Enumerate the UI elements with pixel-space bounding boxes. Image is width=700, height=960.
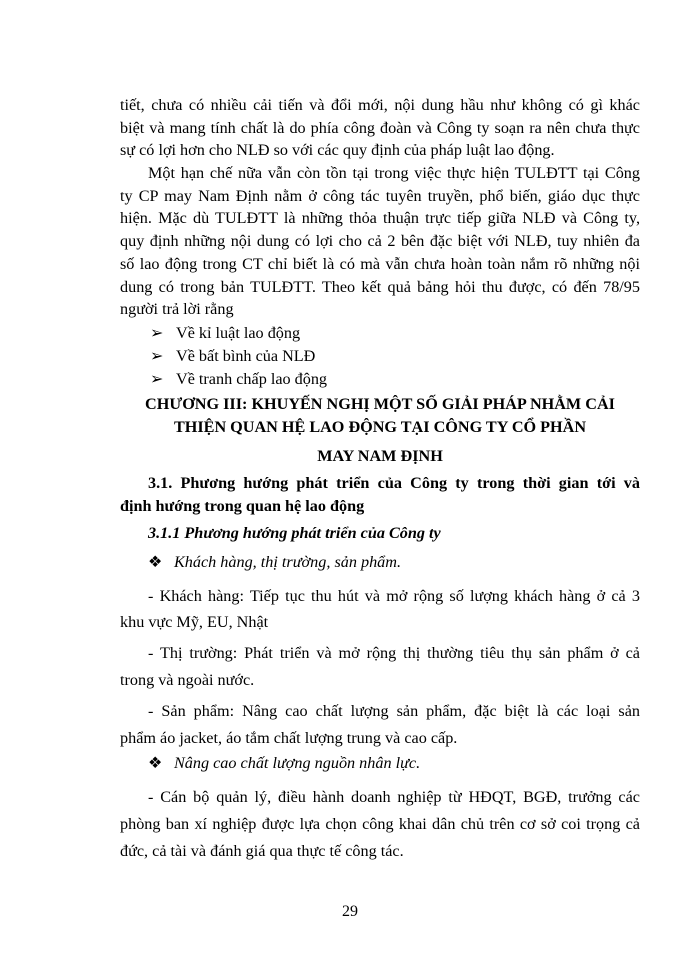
markets-line-1: - Thị trường: Phát triển và mở rộng thị thường tiêu thụ sản phẩm ở cả xyxy=(148,644,640,662)
intro-line-2: biệt và mang tính chất là do phía công đoàn và Công ty soạn ra nên chưa thực xyxy=(120,119,640,137)
arrow-bullet-icon: ➢ xyxy=(150,324,164,342)
products-line-2: phẩm áo jacket, áo tắm chất lượng trung và cao cấp. xyxy=(120,729,458,747)
para2-line-1: Một hạn chế nữa vẫn còn tồn tại trong việc thực hiện TULĐTT tại Công xyxy=(148,164,640,182)
chapter-heading-line-1: CHƯƠNG III: KHUYẾN NGHỊ MỘT SỐ GIẢI PHÁP NHẰM CẢI xyxy=(145,395,615,413)
intro-line-3: sự có lợi hơn cho NLĐ so với các quy định của pháp luật lao động. xyxy=(120,141,555,159)
chapter-heading-line-3: MAY NAM ĐỊNH xyxy=(317,447,443,465)
subheading-customers-markets: ❖ Khách hàng, thị trường, sản phẩm. xyxy=(148,553,402,571)
customers-line-2: khu vực Mỹ, EU, Nhật xyxy=(120,613,269,631)
products-line-1: - Sản phẩm: Nâng cao chất lượng sản phẩm, đặc biệt là các loại sản xyxy=(148,702,640,720)
section-3-1-line-2: định hướng trong quan hệ lao động xyxy=(120,497,365,515)
star-bullet-icon: ❖ xyxy=(148,754,163,772)
para2-line-6: dung có trong bản TULĐTT. Theo kết quả bảng hỏi thu được, có đến 78/95 xyxy=(120,278,640,296)
managers-line-2: phòng ban xí nghiệp được lựa chọn công khai dân chủ trên cơ sở coi trọng cả xyxy=(120,815,640,833)
arrow-bullet-icon: ➢ xyxy=(150,370,164,388)
chapter-heading-line-2: THIỆN QUAN HỆ LAO ĐỘNG TẠI CÔNG TY CỔ PHẦN xyxy=(173,418,587,436)
para2-line-4: quy định những nội dung có lợi cho cả 2 bên đặc biệt với NLĐ, tuy nhiên đa xyxy=(120,232,640,250)
bullet-item: ➢ Về kỉ luật lao động xyxy=(150,324,301,342)
para2-line-2: ty CP may Nam Định nằm ở công tác tuyên truyền, phổ biến, giáo dục thực xyxy=(120,187,640,205)
bullet-item: ➢ Về bất bình của NLĐ xyxy=(150,347,316,365)
bullet-item: ➢ Về tranh chấp lao động xyxy=(150,370,328,388)
para2-line-5: số lao động trong CT chỉ biết là có mà vẫn chưa hoàn toàn nắm rõ những nội xyxy=(120,255,640,273)
page-number: 29 xyxy=(342,903,358,920)
managers-line-3: đức, cả tài và đánh giá qua thực tế công tác. xyxy=(120,842,404,860)
markets-line-2: trong và ngoài nước. xyxy=(120,671,255,689)
intro-line-1: tiết, chưa có nhiều cải tiến và đổi mới, nội dung hầu như không có gì khác xyxy=(120,96,640,114)
para2-line-7: người trả lời rằng xyxy=(120,300,234,318)
star-bullet-icon: ❖ xyxy=(148,553,163,571)
customers-line-1: - Khách hàng: Tiếp tục thu hút và mở rộng số lượng khách hàng ở cả 3 xyxy=(148,587,640,605)
subheading-human-resources: ❖ Nâng cao chất lượng nguồn nhân lực. xyxy=(148,754,421,772)
arrow-bullet-icon: ➢ xyxy=(150,347,164,365)
section-3-1-1-heading: 3.1.1 Phương hướng phát triển của Công ty xyxy=(148,524,441,542)
section-3-1-line-1: 3.1. Phương hướng phát triển của Công ty trong thời gian tới và xyxy=(148,474,640,492)
para2-line-3: hiện. Mặc dù TULĐTT là những thỏa thuận trực tiếp giữa NLĐ và Công ty, xyxy=(120,209,640,227)
managers-line-1: - Cán bộ quản lý, điều hành doanh nghiệp từ HĐQT, BGĐ, trưởng các xyxy=(148,788,640,806)
